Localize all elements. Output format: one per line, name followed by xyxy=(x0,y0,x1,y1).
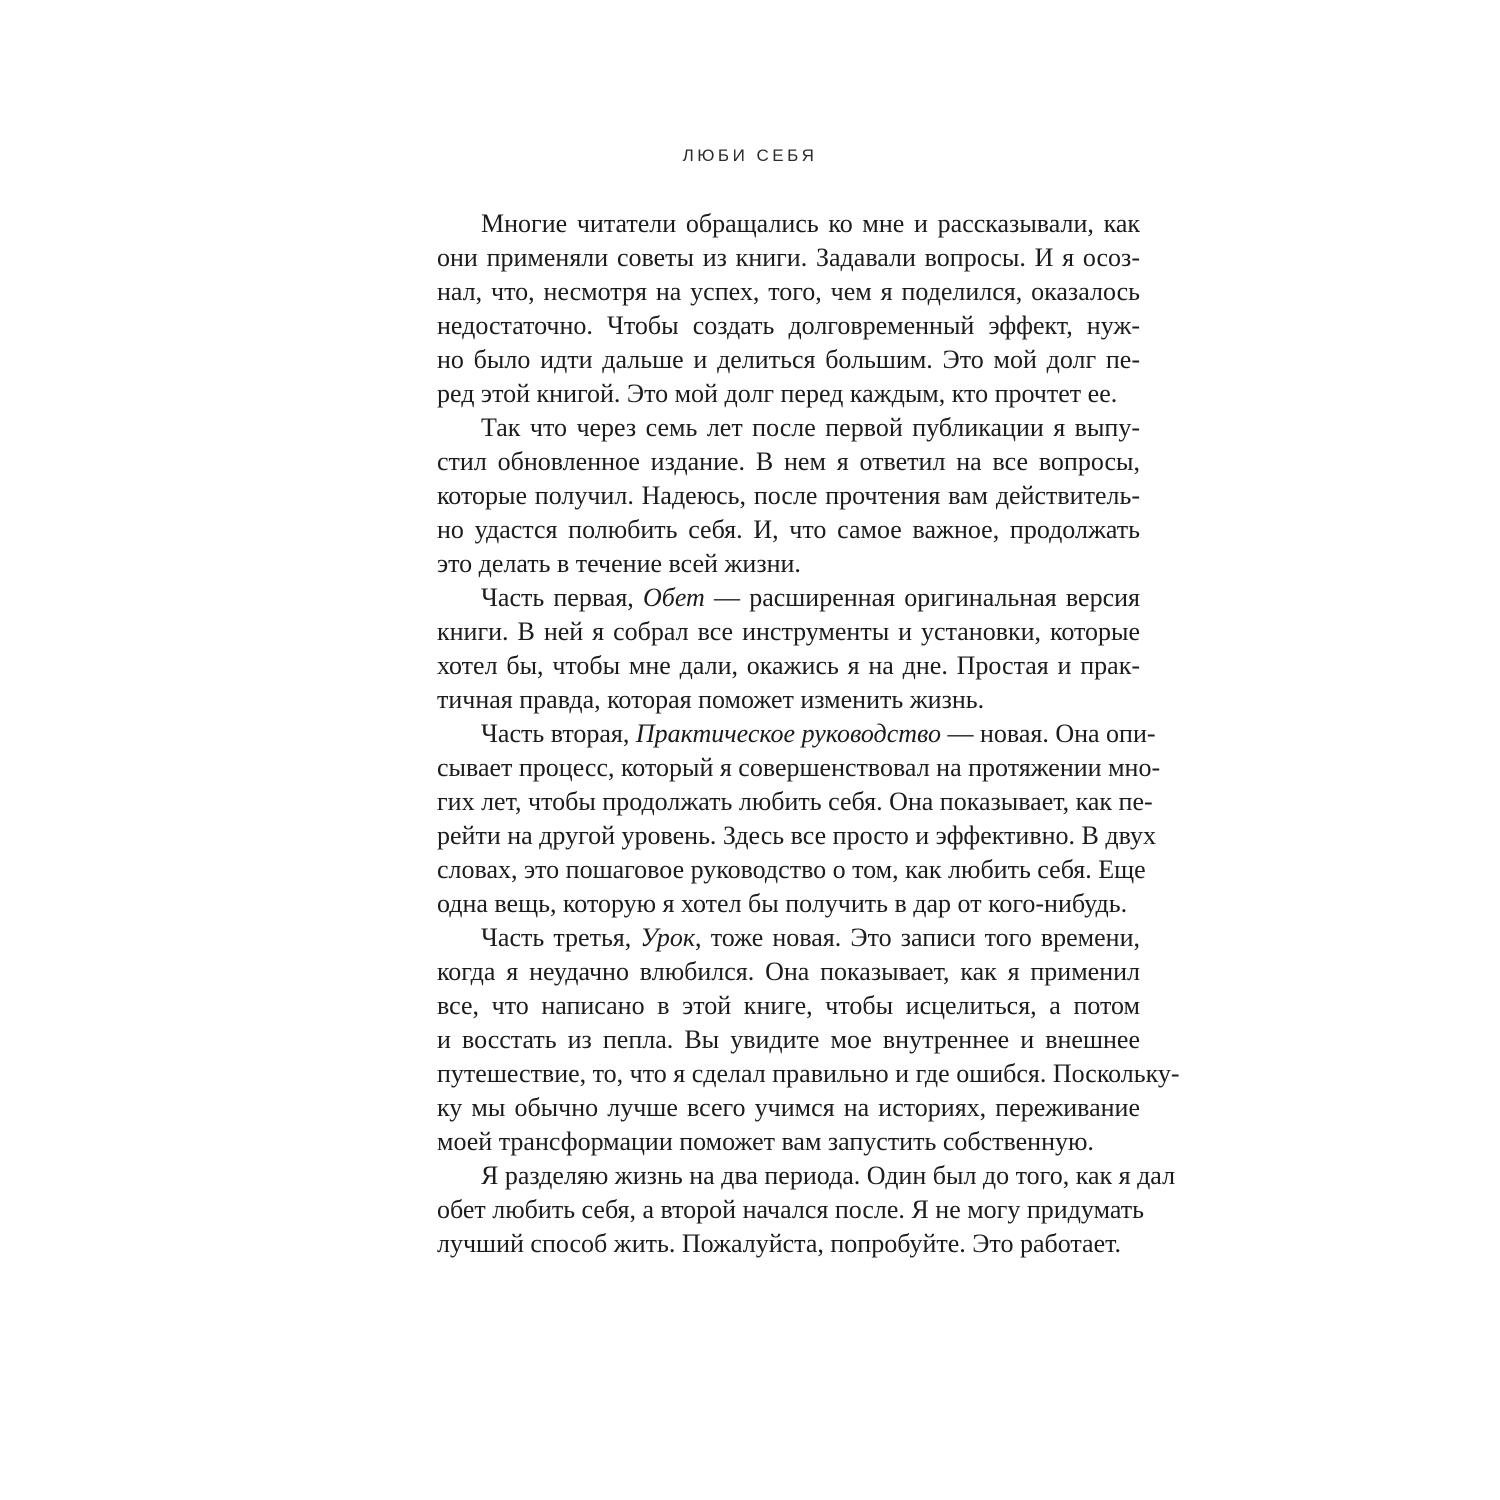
text-line: Многие читатели обращались ко мне и рассказывали, как xyxy=(481,209,1140,238)
italic-title: Практическое руководство xyxy=(635,719,941,748)
paragraph-4 xyxy=(437,717,1161,921)
text-run: — расширенная оригинальная версия xyxy=(704,583,1140,612)
text-line: ред этой книгой. Это мой долг перед каждым, кто прочтет ее. xyxy=(437,379,1118,408)
text-line: лучший способ жить. Пожалуйста, попробуйте. Это работает. xyxy=(437,1229,1122,1258)
text-line: рейти на другой уровень. Здесь все просто и эффективно. В двух xyxy=(437,821,1156,850)
text-line: нал, что, несмотря на успех, того, чем я поделился, оказалось xyxy=(437,277,1140,306)
text-line: но удастся полюбить себя. И, что самое важное, продолжать xyxy=(437,515,1140,544)
text-line: моей трансформации поможет вам запустить собственную. xyxy=(437,1127,1094,1156)
text-line: недостаточно. Чтобы создать долговременный эффект, нуж- xyxy=(437,311,1140,340)
paragraph-2 xyxy=(437,411,1140,581)
paragraph-3 xyxy=(437,581,1140,717)
text-line: путешествие, то, что я сделал правильно и где ошибся. Поскольку- xyxy=(437,1059,1180,1088)
text-line: все, что написано в этой книге, чтобы исцелиться, а потом xyxy=(437,991,1140,1020)
text-line: книги. В ней я собрал все инструменты и установки, которые xyxy=(437,617,1140,646)
text-line: они применяли советы из книги. Задавали вопросы. И я осоз- xyxy=(437,243,1140,272)
text-line xyxy=(437,581,1140,615)
text-line: когда я неудачно влюбился. Она показывает, как я применил xyxy=(437,957,1140,986)
paragraph-6 xyxy=(437,1159,1176,1261)
text-line: Так что через семь лет после первой публикации я выпу- xyxy=(481,413,1140,442)
text-line: которые получил. Надеюсь, после прочтения вам действитель- xyxy=(437,481,1140,510)
text-line: тичная правда, которая поможет изменить жизнь. xyxy=(437,685,985,714)
text-line xyxy=(437,717,1156,751)
text-line: это делать в течение всей жизни. xyxy=(437,549,801,578)
text-run: Часть первая, xyxy=(481,583,643,612)
text-line xyxy=(437,921,1140,955)
text-line: но было идти дальше и делиться большим. Это мой долг пе- xyxy=(437,345,1140,374)
paragraph-1 xyxy=(437,207,1140,411)
text-line: и восстать из пепла. Вы увидите мое внутреннее и внешнее xyxy=(437,1025,1140,1054)
text-run: , тоже новая. Это записи того времени, xyxy=(695,923,1140,952)
body-text xyxy=(437,207,1180,1261)
text-line: стил обновленное издание. В нем я ответил на все вопросы, xyxy=(437,447,1140,476)
text-line: гих лет, чтобы продолжать любить себя. Она показывает, как пе- xyxy=(437,787,1153,816)
text-run: Часть вторая, xyxy=(481,719,636,748)
text-run: — новая. Она опи- xyxy=(940,719,1156,748)
text-line: обет любить себя, а второй начался после. Я не могу придумать xyxy=(437,1195,1144,1224)
italic-title: Обет xyxy=(642,583,705,612)
running-head: ЛЮБИ СЕБЯ xyxy=(682,146,818,165)
text-line: сывает процесс, который я совершенствовал на протяжении мно- xyxy=(437,753,1161,782)
paragraph-5 xyxy=(437,921,1180,1159)
text-run: Часть третья, xyxy=(481,923,641,952)
text-line: хотел бы, чтобы мне дали, окажись я на дне. Простая и прак- xyxy=(437,651,1140,680)
text-line: Я разделяю жизнь на два периода. Один был до того, как я дал xyxy=(481,1161,1176,1190)
italic-title: Урок xyxy=(640,923,696,952)
text-line: одна вещь, которую я хотел бы получить в дар от кого-нибудь. xyxy=(437,889,1128,918)
text-line: словах, это пошаговое руководство о том, как любить себя. Еще xyxy=(437,855,1146,884)
text-line: ку мы обычно лучше всего учимся на историях, переживание xyxy=(437,1093,1140,1122)
